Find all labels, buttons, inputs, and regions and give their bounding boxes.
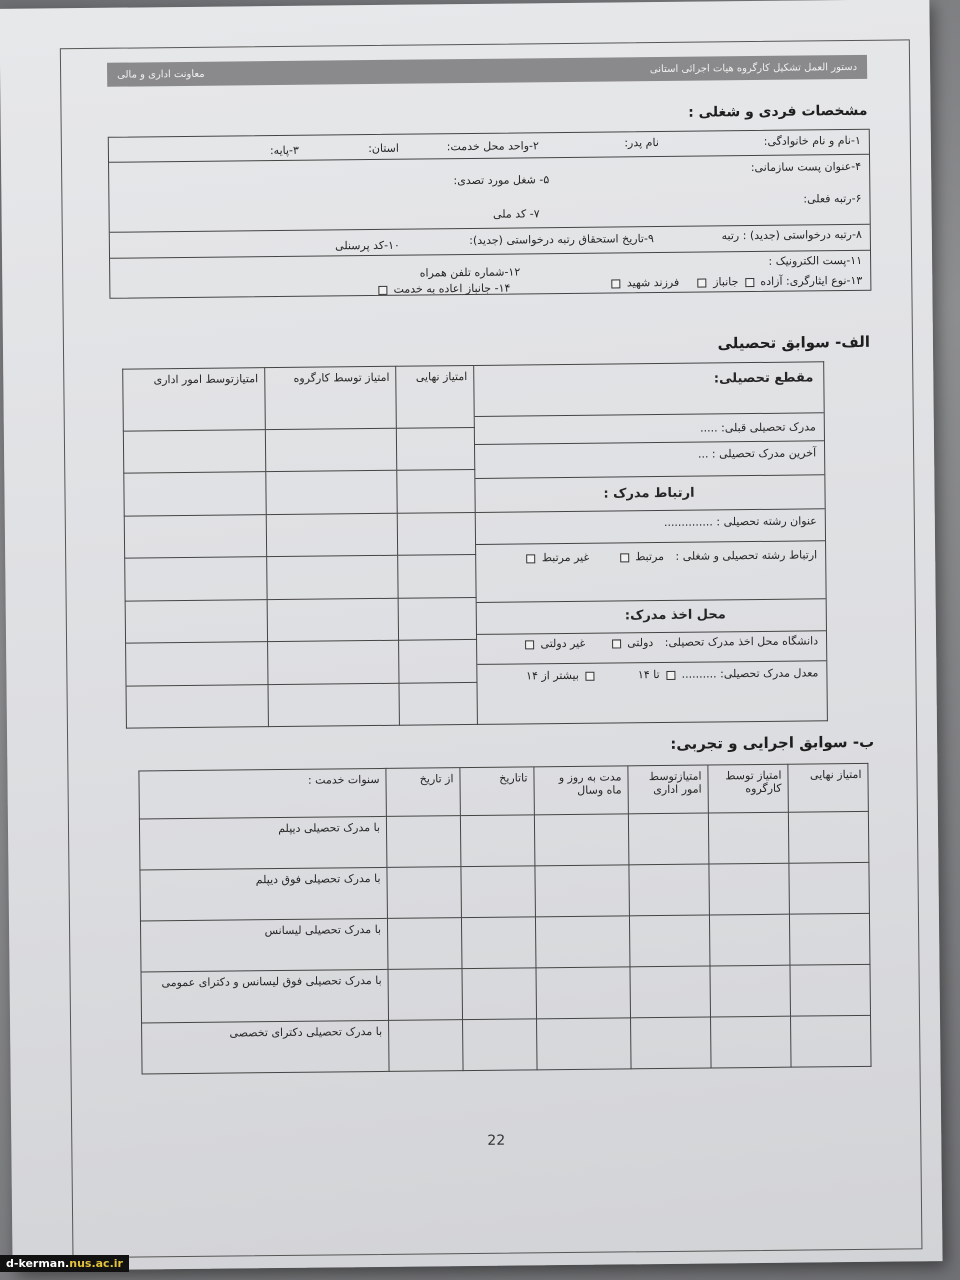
score-cell[interactable] xyxy=(397,470,475,513)
score-cell[interactable] xyxy=(124,514,266,558)
score-cell[interactable] xyxy=(125,599,267,643)
score-cell[interactable] xyxy=(398,555,476,598)
related-label: مرتبط xyxy=(635,549,665,564)
national-code-field: ۷- کد ملی xyxy=(492,207,540,221)
edu-header-admin: امتیازتوسط امور اداری xyxy=(123,368,265,431)
duration-cell[interactable] xyxy=(537,1018,632,1070)
score-cell[interactable] xyxy=(397,512,475,555)
grade-field: ۳-پایه: xyxy=(269,143,299,158)
header-department: معاونت اداری و مالی xyxy=(117,68,205,81)
table-row xyxy=(142,1015,871,1074)
exp-header-committee: امتیاز توسط کارگروه xyxy=(708,764,788,813)
table-row xyxy=(140,913,869,972)
date-cell[interactable] xyxy=(389,1020,464,1072)
score-cell[interactable] xyxy=(266,556,398,600)
full-name-field: ۱-نام و نام خانوادگی: xyxy=(763,133,861,148)
score-cell[interactable] xyxy=(630,966,711,1018)
azadeh-checkbox[interactable] xyxy=(745,278,754,287)
score-cell[interactable] xyxy=(124,472,266,516)
above14-label: بیشتر از ۱۴ xyxy=(526,668,579,683)
father-name-field: نام پدر: xyxy=(624,136,659,150)
degree-relation-title: ارتباط مدرک : xyxy=(603,485,695,502)
edu-divider xyxy=(477,598,826,603)
edu-header-committee: امتیاز توسط کارگروه xyxy=(265,366,397,429)
non-public-label: غیر دولتی xyxy=(540,636,586,651)
duration-cell[interactable] xyxy=(536,967,631,1019)
exp-header-duration: مدت به روز و ماه وسال xyxy=(534,766,628,815)
sacrifice-type-label: ۱۳-نوع ایثارگری: آزاده xyxy=(760,273,863,288)
shahid-label: فرزند شهید xyxy=(626,275,680,290)
date-cell[interactable] xyxy=(388,969,463,1021)
upto14-label: تا ۱۴ xyxy=(637,668,660,682)
score-cell[interactable] xyxy=(399,640,477,683)
score-cell[interactable] xyxy=(266,471,398,515)
edu-header-final: امتیاز نهایی xyxy=(396,365,474,428)
exp-header-to-date: تاتاریخ xyxy=(460,767,534,816)
exp-header-from-date: از تاریخ xyxy=(386,768,460,817)
experience-table xyxy=(138,763,871,1075)
experience-section-title: ب- سوابق اجرایی و تجربی: xyxy=(670,732,875,753)
last-degree-field: آخرین مدرک تحصیلی : ... xyxy=(697,446,817,461)
date-cell[interactable] xyxy=(386,816,461,868)
edu-divider xyxy=(475,440,824,445)
requested-rank-field: ۸-رتبه درخواستی (جدید) : رتبه xyxy=(721,227,862,243)
date-cell[interactable] xyxy=(462,968,537,1020)
site-watermark xyxy=(0,1255,129,1272)
education-details-box xyxy=(474,361,828,725)
score-cell[interactable] xyxy=(709,914,790,966)
university-label: دانشگاه محل اخذ مدرک تحصیلی: xyxy=(664,634,819,649)
mobile-field: ۱۲-شماره تلفن همراه xyxy=(419,265,521,280)
score-cell[interactable] xyxy=(265,428,397,472)
duration-cell[interactable] xyxy=(534,814,629,866)
score-cell[interactable] xyxy=(125,557,267,601)
janbaz-return-label: ۱۴- جانباز اعاده به خدمت xyxy=(393,281,511,296)
info-divider xyxy=(110,250,870,259)
field-title-field: عنوان رشته تحصیلی : .............. xyxy=(663,514,817,529)
related-checkbox[interactable] xyxy=(620,553,629,562)
public-checkbox[interactable] xyxy=(612,639,621,648)
janbaz-label: جانباز xyxy=(713,275,739,289)
prev-degree-field: مدرک تحصیلی قبلی: ..... xyxy=(700,420,816,435)
table-row xyxy=(139,811,868,870)
score-cell[interactable] xyxy=(790,964,871,1016)
score-cell[interactable] xyxy=(267,598,399,642)
not-related-checkbox[interactable] xyxy=(526,554,535,563)
exp-header-service-years: سنوات خدمت : xyxy=(139,768,386,819)
score-cell[interactable] xyxy=(710,965,791,1017)
score-cell[interactable] xyxy=(711,1016,792,1068)
personnel-code-field: ۱۰-کد پرسنلی xyxy=(335,238,400,253)
upto14-checkbox[interactable] xyxy=(666,670,675,679)
header-bar xyxy=(107,55,867,87)
degree-level-label: مقطع تحصیلی: xyxy=(713,370,814,387)
date-cell[interactable] xyxy=(461,917,536,969)
score-cell[interactable] xyxy=(628,813,709,865)
date-cell[interactable] xyxy=(463,1019,538,1071)
degree-place-title: محل اخذ مدرک: xyxy=(624,607,726,624)
score-cell[interactable] xyxy=(629,864,710,916)
current-rank-field: ۶-رتبه فعلی: xyxy=(803,191,862,206)
exp-header-admin: امتیازتوسط امور اداری xyxy=(628,765,708,814)
score-cell[interactable] xyxy=(709,863,790,915)
edu-divider xyxy=(477,660,826,665)
date-cell[interactable] xyxy=(387,918,462,970)
page-number: 22 xyxy=(487,1132,506,1149)
header-title: دستور العمل تشکیل کارگروه هیات اجرائی استانی xyxy=(649,61,858,75)
relation-question-label: ارتباط رشته تحصیلی و شغلی : xyxy=(675,548,818,563)
score-cell[interactable] xyxy=(399,682,477,725)
not-related-label: غیر مرتبط xyxy=(541,550,590,565)
sacrifice-type-field xyxy=(608,274,862,290)
score-cell[interactable] xyxy=(266,513,398,557)
row-label: با مدرک تحصیلی لیسانس xyxy=(140,918,388,972)
score-cell[interactable] xyxy=(397,427,475,470)
table-row xyxy=(140,862,869,921)
edu-divider xyxy=(476,508,825,513)
gpa-field xyxy=(526,666,818,682)
score-cell[interactable] xyxy=(791,1015,872,1067)
row-label: با مدرک تحصیلی دکترای تخصصی xyxy=(142,1020,390,1074)
university-field xyxy=(522,634,818,650)
janbaz-return-field xyxy=(375,282,510,296)
province-field: استان: xyxy=(368,141,399,156)
score-cell[interactable] xyxy=(268,683,400,727)
score-cell[interactable] xyxy=(123,430,265,474)
watermark-suffix: nus.ac.ir xyxy=(69,1257,123,1270)
gpa-label: معدل مدرک تحصیلی: .......... xyxy=(681,666,819,681)
education-score-table xyxy=(122,365,478,729)
score-cell[interactable] xyxy=(267,640,399,684)
personal-info-box xyxy=(108,129,872,299)
public-label: دولتی xyxy=(627,636,654,650)
duration-cell[interactable] xyxy=(535,865,630,917)
education-section-title: الف- سوابق تحصیلی xyxy=(717,332,871,353)
score-cell[interactable] xyxy=(126,684,268,728)
shahid-checkbox[interactable] xyxy=(611,279,620,288)
score-cell[interactable] xyxy=(126,642,268,686)
page-frame xyxy=(60,39,923,1258)
score-cell[interactable] xyxy=(629,915,710,967)
watermark-domain: d-kerman. xyxy=(6,1257,70,1270)
exp-header-final: امتیاز نهایی xyxy=(788,763,868,812)
table-row xyxy=(141,964,870,1023)
score-cell[interactable] xyxy=(398,597,476,640)
score-cell[interactable] xyxy=(788,811,869,863)
score-cell[interactable] xyxy=(631,1017,712,1069)
row-label: با مدرک تحصیلی فوق دیپلم xyxy=(140,867,388,921)
row-label: با مدرک تحصیلی دیپلم xyxy=(139,816,387,870)
job-field: ۵- شغل مورد تصدی: xyxy=(453,173,550,188)
org-post-field: ۴-عنوان پست سازمانی: xyxy=(750,159,862,175)
date-cell[interactable] xyxy=(461,866,536,918)
janbaz-checkbox[interactable] xyxy=(698,278,707,287)
relation-question xyxy=(523,548,817,564)
score-cell[interactable] xyxy=(789,862,870,914)
edu-divider xyxy=(475,412,824,417)
edu-divider xyxy=(475,474,824,479)
date-cell[interactable] xyxy=(460,815,535,867)
edu-divider xyxy=(476,540,825,545)
above14-checkbox[interactable] xyxy=(585,671,594,680)
personal-section-title: مشخصات فردی و شغلی : xyxy=(688,102,868,121)
janbaz-return-checkbox[interactable] xyxy=(378,285,387,294)
row-label: با مدرک تحصیلی فوق لیسانس و دکترای عمومی xyxy=(141,969,389,1023)
score-cell[interactable] xyxy=(789,913,870,965)
date-cell[interactable] xyxy=(387,867,462,919)
duration-cell[interactable] xyxy=(535,916,630,968)
score-cell[interactable] xyxy=(708,812,789,864)
service-unit-field: ۲-واحد محل خدمت: xyxy=(446,139,539,154)
email-field: ۱۱-پست الکترونیک : xyxy=(768,253,863,268)
entitlement-date-field: ۹-تاریخ استحقاق رتبه درخواستی (جدید): xyxy=(469,232,654,247)
non-public-checkbox[interactable] xyxy=(525,640,534,649)
